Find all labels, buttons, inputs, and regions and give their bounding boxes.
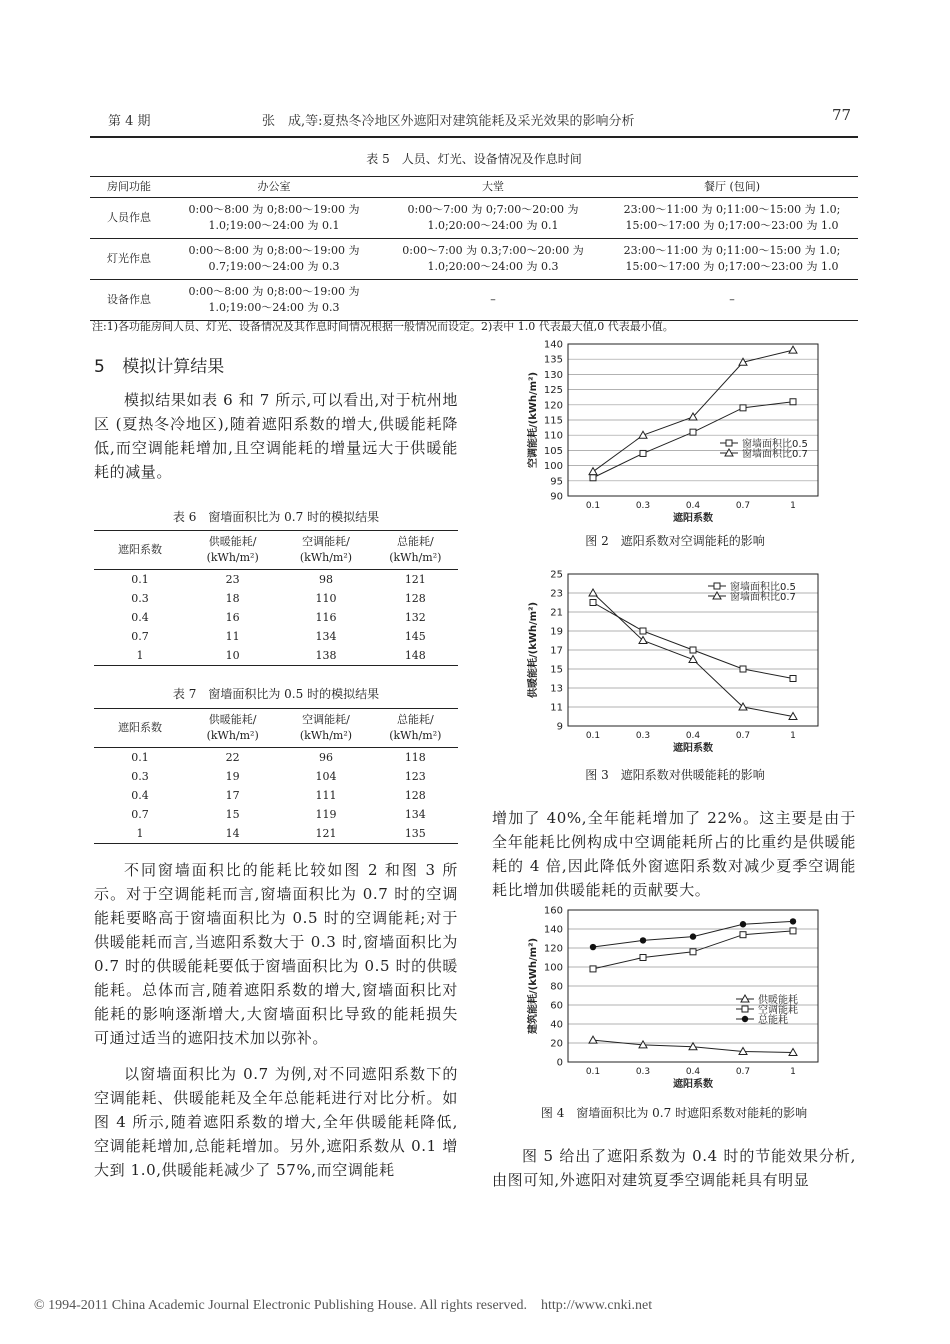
t7-header: 遮阳系数 xyxy=(94,709,186,748)
x-axis-label: 遮阳系数 xyxy=(673,743,713,754)
figure-4-caption: 图 4 窗墙面积比为 0.7 时遮阳系数对能耗的影响 xyxy=(540,1106,808,1120)
y-tick-label: 15 xyxy=(550,664,563,676)
t5-cell: 0:00～7:00 为 0;7:00～20:00 为 1.0;20:00～24:00 为 0.1 xyxy=(380,198,606,239)
x-tick-label: 1 xyxy=(790,501,796,511)
copyright-footer: © 1994-2011 China Academic Journal Electronic Publishing House. All rights reserved. http://www.cnki.net xyxy=(34,1298,653,1313)
paragraph-4: 增加了 40%,全年能耗增加了 22%。这主要是由于全年能耗比例构成中空调能耗所占的比重约是供暖能耗的 4 倍,因此降低外窗遮阳系数对减少夏季空调能耗比增加供暖能耗的贡献要大。 xyxy=(492,809,856,899)
t6-header: 空调能耗/ (kWh/m²) xyxy=(279,531,372,570)
data-point xyxy=(789,346,797,353)
t6-cell: 145 xyxy=(404,630,426,643)
t5-cell: 灯光作息 xyxy=(90,239,168,280)
t7-cell: 96 xyxy=(318,751,333,764)
y-tick-label: 120 xyxy=(543,943,563,955)
t7-cell: 119 xyxy=(315,808,337,821)
data-point xyxy=(590,944,596,950)
t5-cell: – xyxy=(380,280,606,321)
table5-note: 注:1)各功能房间人员、灯光、设备情况及其作息时间情况根据一般情况而设定。2)表中 1.0 代表最大值,0 代表最小值。 xyxy=(92,320,674,333)
x-tick-label: 1 xyxy=(790,1067,796,1077)
data-point xyxy=(690,949,696,955)
t5-cell: – xyxy=(606,280,858,321)
y-tick-label: 125 xyxy=(543,385,563,397)
data-point xyxy=(740,666,746,672)
data-point xyxy=(690,933,696,939)
t5-cell: 23:00～11:00 为 0;11:00～15:00 为 1.0; 15:00～17:00 为 0;17:00～23:00 为 1.0 xyxy=(606,198,858,239)
x-tick-label: 0.1 xyxy=(585,1067,601,1077)
legend-label: 窗墙面积比0.7 xyxy=(742,449,808,460)
table-row xyxy=(94,748,458,768)
y-tick-label: 60 xyxy=(550,1000,563,1012)
t6-cell: 128 xyxy=(404,592,426,605)
paragraph-3: 以窗墙面积比为 0.7 为例,对不同遮阳系数下的空调能耗、供暖能耗及全年总能耗进行对比分析。如图 4 所示,随着遮阳系数的增大,全年供暖能耗降低,空调能耗增加,总能耗增加。另外,遮阳系数从 0.1 增大到 1.0,供暖能耗减少了 57%,而空调能耗 xyxy=(94,1065,458,1179)
y-tick-label: 9 xyxy=(556,721,563,733)
t6-cell: 134 xyxy=(315,630,337,643)
x-tick-label: 0.7 xyxy=(735,501,751,511)
t6-cell: 132 xyxy=(404,611,426,624)
x-tick-label: 0.7 xyxy=(735,731,751,741)
x-tick-label: 0.4 xyxy=(685,501,701,511)
t7-cell: 19 xyxy=(225,770,240,783)
t7-cell: 135 xyxy=(373,824,458,844)
data-point xyxy=(690,647,696,653)
legend-label: 窗墙面积比0.7 xyxy=(730,592,796,603)
t7-cell: 15 xyxy=(225,808,240,821)
y-tick-label: 21 xyxy=(550,607,563,619)
t7-header: 总能耗/ (kWh/m²) xyxy=(373,709,458,748)
figure-3-caption: 图 3 遮阳系数对供暖能耗的影响 xyxy=(585,768,765,782)
t5-col-lobby: 大堂 xyxy=(380,177,606,198)
t7-cell: 104 xyxy=(315,770,337,783)
data-point xyxy=(640,955,646,961)
paragraph-5: 图 5 给出了遮阳系数为 0.4 时的节能效果分析,由图可知,外遮阳对建筑夏季空调能耗具有明显 xyxy=(492,1147,856,1189)
data-point xyxy=(640,450,646,456)
t5-col-room: 房间功能 xyxy=(90,177,168,198)
t7-cell: 14 xyxy=(186,824,279,844)
table-row xyxy=(94,786,458,805)
y-tick-label: 140 xyxy=(543,339,563,351)
x-axis-label: 遮阳系数 xyxy=(673,513,713,524)
table-row xyxy=(90,239,858,280)
table-row xyxy=(94,646,458,666)
y-tick-label: 110 xyxy=(543,430,563,442)
x-tick-label: 0.4 xyxy=(685,1067,701,1077)
y-tick-label: 100 xyxy=(543,461,563,473)
t7-cell: 0.7 xyxy=(131,808,149,821)
x-tick-label: 0.1 xyxy=(585,731,601,741)
y-tick-label: 90 xyxy=(550,491,563,503)
y-tick-label: 20 xyxy=(550,1038,563,1050)
x-tick-label: 0.7 xyxy=(735,1067,751,1077)
y-tick-label: 120 xyxy=(543,400,563,412)
table-row xyxy=(94,608,458,627)
legend-marker xyxy=(726,440,732,446)
y-tick-label: 130 xyxy=(543,369,563,381)
t6-cell: 138 xyxy=(279,646,372,666)
running-title: 张 成,等:夏热冬冷地区外遮阳对建筑能耗及采光效果的影响分析 xyxy=(262,114,635,129)
t5-cell: 设备作息 xyxy=(90,280,168,321)
figure-4-chart xyxy=(510,902,830,1092)
t5-cell: 人员作息 xyxy=(90,198,168,239)
y-tick-label: 23 xyxy=(550,588,563,600)
t5-cell: 23:00～11:00 为 0;11:00～15:00 为 1.0; 15:00～17:00 为 0;17:00～23:00 为 1.0 xyxy=(606,239,858,280)
t7-cell: 0.3 xyxy=(131,770,149,783)
table-row xyxy=(94,589,458,608)
t6-cell: 148 xyxy=(373,646,458,666)
y-axis-label: 空调能耗/(kWh/m²) xyxy=(528,371,539,469)
t6-cell: 0.7 xyxy=(131,630,149,643)
y-axis-label: 建筑能耗/(kWh/m²) xyxy=(528,937,539,1035)
data-point xyxy=(689,656,697,663)
table6 xyxy=(94,530,458,666)
data-point xyxy=(790,918,796,924)
y-tick-label: 13 xyxy=(550,683,563,695)
t6-cell: 0.3 xyxy=(131,592,149,605)
data-point xyxy=(589,589,597,596)
data-point xyxy=(690,429,696,435)
y-tick-label: 95 xyxy=(550,476,563,488)
legend-marker xyxy=(742,1016,748,1022)
table-row xyxy=(94,805,458,824)
y-tick-label: 160 xyxy=(543,905,563,917)
t6-cell: 0.4 xyxy=(131,611,149,624)
data-point xyxy=(740,405,746,411)
data-point xyxy=(590,600,596,606)
y-tick-label: 19 xyxy=(550,626,563,638)
data-point xyxy=(589,1036,597,1043)
data-point xyxy=(790,399,796,405)
legend-label: 总能耗 xyxy=(758,1015,788,1026)
figure-2-chart xyxy=(510,336,830,526)
x-tick-label: 0.1 xyxy=(585,501,601,511)
table7 xyxy=(94,708,458,844)
x-tick-label: 1 xyxy=(790,731,796,741)
t7-header: 供暖能耗/ (kWh/m²) xyxy=(186,709,279,748)
y-tick-label: 25 xyxy=(550,569,563,581)
table-row xyxy=(94,767,458,786)
table5-caption: 表 5 人员、灯光、设备情况及作息时间 xyxy=(366,152,582,166)
t7-cell: 0.4 xyxy=(131,789,149,802)
data-point xyxy=(740,932,746,938)
t7-cell: 128 xyxy=(404,789,426,802)
issue-label: 第 4 期 xyxy=(108,114,151,129)
t5-col-office: 办公室 xyxy=(168,177,380,198)
series-line xyxy=(593,603,793,679)
data-point xyxy=(740,921,746,927)
header-rule xyxy=(90,136,858,138)
t6-cell: 1 xyxy=(94,646,186,666)
y-tick-label: 80 xyxy=(550,981,563,993)
t6-cell: 98 xyxy=(318,573,333,586)
table-row xyxy=(94,824,458,844)
t6-cell: 10 xyxy=(186,646,279,666)
legend-label: 空调能耗 xyxy=(758,1005,798,1016)
y-tick-label: 11 xyxy=(550,702,563,714)
t7-cell: 123 xyxy=(404,770,426,783)
t5-col-restaurant: 餐厅 (包间) xyxy=(606,177,858,198)
t6-cell: 116 xyxy=(315,611,337,624)
legend-label: 窗墙面积比0.5 xyxy=(730,582,796,593)
x-tick-label: 0.4 xyxy=(685,731,701,741)
t7-cell: 121 xyxy=(279,824,372,844)
legend-label: 供暖能耗 xyxy=(758,995,798,1006)
x-tick-label: 0.3 xyxy=(635,501,651,511)
data-point xyxy=(640,628,646,634)
section-title: 模拟计算结果 xyxy=(122,357,225,377)
figure-2-caption: 图 2 遮阳系数对空调能耗的影响 xyxy=(585,534,765,548)
t6-header: 总能耗/ (kWh/m²) xyxy=(373,531,458,570)
x-tick-label: 0.3 xyxy=(635,731,651,741)
table-row xyxy=(94,570,458,590)
t6-cell: 110 xyxy=(315,592,337,605)
t7-cell: 0.1 xyxy=(131,751,149,764)
t7-cell: 134 xyxy=(404,808,426,821)
t7-cell: 1 xyxy=(94,824,186,844)
table-row xyxy=(90,198,858,239)
y-axis-label: 供暖能耗/(kWh/m²) xyxy=(528,601,539,699)
t5-cell: 0:00～7:00 为 0.3;7:00～20:00 为 1.0;20:00～24:00 为 0.3 xyxy=(380,239,606,280)
y-tick-label: 115 xyxy=(543,415,563,427)
t5-cell: 0:00～8:00 为 0;8:00～19:00 为 0.7;19:00～24:00 为 0.3 xyxy=(168,239,380,280)
t7-cell: 118 xyxy=(404,751,426,764)
table7-caption: 表 7 窗墙面积比为 0.5 时的模拟结果 xyxy=(172,687,380,701)
t6-cell: 0.1 xyxy=(131,573,149,586)
t6-cell: 121 xyxy=(404,573,426,586)
data-point xyxy=(590,966,596,972)
y-tick-label: 40 xyxy=(550,1019,563,1031)
data-point xyxy=(790,676,796,682)
data-point xyxy=(790,928,796,934)
t6-cell: 18 xyxy=(225,592,240,605)
y-tick-label: 0 xyxy=(556,1057,563,1069)
y-tick-label: 140 xyxy=(543,924,563,936)
t7-header: 空调能耗/ (kWh/m²) xyxy=(279,709,372,748)
section-heading xyxy=(94,352,224,377)
x-tick-label: 0.3 xyxy=(635,1067,651,1077)
t6-cell: 11 xyxy=(225,630,240,643)
paragraph-1: 模拟结果如表 6 和 7 所示,可以看出,对于杭州地区 (夏热冬冷地区),随着遮阳系数的增大,供暖能耗降低,而空调能耗增加,且空调能耗的增量远大于供暖能耗的减量。 xyxy=(94,391,458,481)
section-number: 5 xyxy=(94,357,105,377)
data-point xyxy=(589,468,597,475)
paragraph-2: 不同窗墙面积比的能耗比较如图 2 和图 3 所示。对于空调能耗而言,窗墙面积比为 0.7 时的空调能耗要略高于窗墙面积比为 0.5 时的空调能耗;对于供暖能耗而言,当遮阳系数大于 0.3 时,窗墙面积比为 0.7 时的供暖能耗要低于窗墙面积比为 0.5 时的供暖能耗。总体而言,随着遮阳系数的增大,窗墙面积比对能耗的影响逐渐增大,大窗墙面积比导致的能耗损失可通过适当的遮阳技术加以弥补。 xyxy=(94,861,458,1047)
data-point xyxy=(590,475,596,481)
y-tick-label: 105 xyxy=(543,445,563,457)
y-tick-label: 100 xyxy=(543,962,563,974)
table6-caption: 表 6 窗墙面积比为 0.7 时的模拟结果 xyxy=(172,510,380,524)
data-point xyxy=(640,937,646,943)
t6-cell: 16 xyxy=(225,611,240,624)
t5-cell: 0:00～8:00 为 0;8:00～19:00 为 1.0;19:00～24:00 为 0.1 xyxy=(168,198,380,239)
legend-marker xyxy=(742,1006,748,1012)
figure-3-chart xyxy=(510,566,830,754)
t6-header: 遮阳系数 xyxy=(94,531,186,570)
t5-cell: 0:00～8:00 为 0;8:00～19:00 为 1.0;19:00～24:00 为 0.3 xyxy=(168,280,380,321)
table-row xyxy=(94,627,458,646)
t7-cell: 111 xyxy=(315,789,337,802)
t7-cell: 17 xyxy=(225,789,240,802)
x-axis-label: 遮阳系数 xyxy=(673,1079,713,1090)
table-row xyxy=(90,280,858,321)
page-number: 77 xyxy=(832,106,852,124)
y-tick-label: 17 xyxy=(550,645,563,657)
t6-header: 供暖能耗/ (kWh/m²) xyxy=(186,531,279,570)
t6-cell: 23 xyxy=(225,573,240,586)
t7-cell: 22 xyxy=(225,751,240,764)
table5 xyxy=(90,176,858,321)
legend-label: 窗墙面积比0.5 xyxy=(742,439,808,450)
legend-marker xyxy=(714,583,720,589)
y-tick-label: 135 xyxy=(543,354,563,366)
